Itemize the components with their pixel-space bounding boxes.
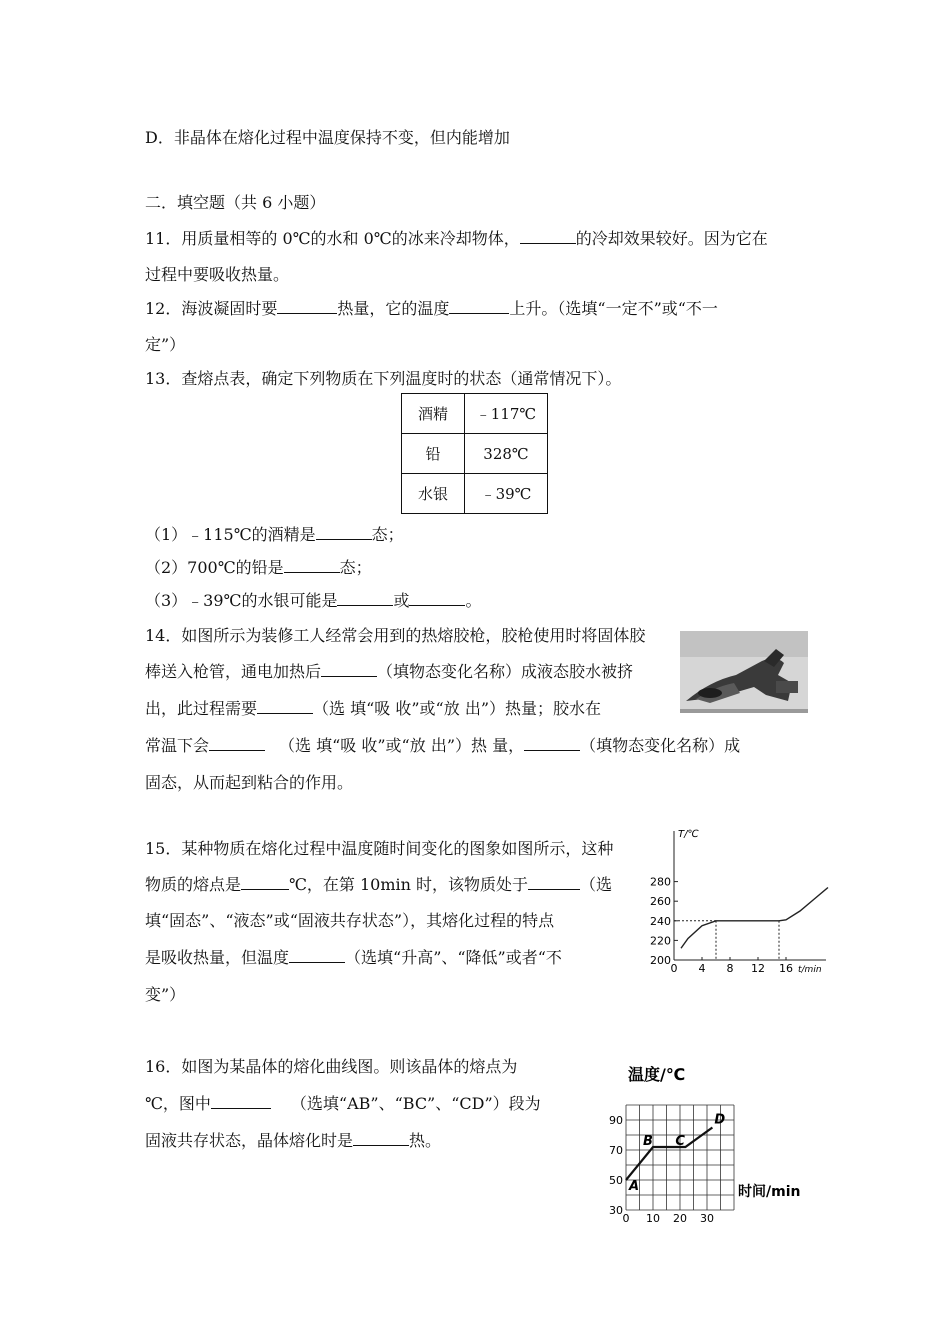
answer-blank[interactable] [289, 948, 345, 963]
q13-part1: （1）﹣115℃的酒精是 态； [145, 525, 404, 544]
answer-blank[interactable] [209, 736, 265, 751]
q15-line3: 填“固态”、“液态”或“固液共存状态”），其熔化过程的特点 [145, 911, 555, 930]
option-d: D．非晶体在熔化过程中温度保持不变，但内能增加 [145, 128, 510, 147]
section-heading: 二．填空题（共 6 小题） [145, 193, 326, 212]
y-tick-label: 30 [609, 1204, 623, 1217]
x-tick-label: 10 [646, 1212, 660, 1225]
y-tick-label: 220 [650, 934, 671, 948]
q11-line2: 过程中要吸收热量。 [145, 265, 290, 284]
melting-point-table [401, 393, 548, 514]
y-axis-label: T/℃ [678, 829, 699, 840]
point-label-b: B [643, 1134, 653, 1149]
q14-line1: 14．如图所示为装修工人经常会用到的热熔胶枪，胶枪使用时将固体胶 [145, 626, 646, 645]
q13-part3: （3）﹣39℃的水银可能是 或 。 [145, 591, 482, 610]
q14-line2: 棒送入枪管，通电加热后 （填物态变化名称）成液态胶水被挤 [145, 662, 634, 681]
table-row [402, 474, 548, 514]
melting-point: ﹣39℃ [465, 474, 548, 514]
answer-blank[interactable] [321, 662, 377, 677]
answer-blank[interactable] [337, 591, 393, 606]
y-axis-label: 温度/℃ [628, 1065, 686, 1084]
table-row [402, 394, 548, 434]
x-tick-label: 30 [700, 1212, 714, 1225]
q12-line2: 定”） [145, 335, 186, 354]
x-tick-label: 20 [673, 1212, 687, 1225]
table-row [402, 434, 548, 474]
point-label-c: C [675, 1134, 685, 1149]
answer-blank[interactable] [524, 736, 580, 751]
q14-line4: 常温下会 （选 填“吸 收”或“放 出”）热 量， （填物态变化名称）成 [145, 736, 741, 755]
y-tick-label: 280 [650, 875, 671, 889]
melting-curve-chart-2 [598, 1058, 816, 1228]
answer-blank[interactable] [449, 299, 509, 314]
q14-line3: 出，此过程需要 （选 填“吸 收”或“放 出”）热量；胶水在 [145, 699, 601, 718]
melting-point: 328℃ [465, 434, 548, 474]
point-label-a: A [629, 1179, 640, 1194]
x-axis-label: t/min [798, 965, 822, 975]
q16-line2: ℃，图中 （选填“AB”、“BC”、“CD”）段为 [145, 1094, 541, 1113]
x-tick-label: 16 [779, 962, 793, 975]
answer-blank[interactable] [277, 299, 337, 314]
answer-blank[interactable] [211, 1094, 271, 1109]
y-tick-label: 50 [609, 1174, 623, 1187]
answer-blank[interactable] [316, 525, 372, 540]
q14-line5: 固态，从而起到粘合的作用。 [145, 773, 354, 792]
x-axis-label: 时间/min [738, 1184, 801, 1200]
q15-line1: 15．某种物质在熔化过程中温度随时间变化的图象如图所示，这种 [145, 839, 614, 858]
y-tick-label: 240 [650, 914, 671, 928]
x-tick-label: 4 [698, 962, 706, 975]
q11-line1: 11．用质量相等的 0℃的水和 0℃的冰来冷却物体， 的冷却效果较好。因为它在 [145, 229, 768, 248]
y-tick-label: 260 [650, 895, 671, 909]
temperature-curve [681, 887, 828, 948]
x-tick-label: 8 [726, 962, 734, 975]
q15-line5: 变”） [145, 985, 186, 1004]
answer-blank[interactable] [520, 229, 576, 244]
answer-blank[interactable] [353, 1131, 409, 1146]
answer-blank[interactable] [241, 875, 289, 890]
answer-blank[interactable] [257, 699, 313, 714]
hot-glue-gun-image [680, 631, 808, 713]
substance-name: 水银 [402, 474, 465, 514]
substance-name: 铅 [402, 434, 465, 474]
q15-line2: 物质的熔点是 ℃，在第 10min 时，该物质处于 （选 [145, 875, 613, 894]
q16-line3: 固液共存状态，晶体熔化时是 热。 [145, 1131, 442, 1150]
q15-line4: 是吸收热量，但温度 （选填“升高”、“降低”或者“不 [145, 948, 562, 967]
point-label-d: D [714, 1112, 726, 1128]
x-tick-label: 12 [751, 962, 765, 975]
melting-point: ﹣117℃ [465, 394, 548, 434]
y-tick-label: 70 [609, 1144, 623, 1157]
q16-line1: 16．如图为某晶体的熔化曲线图。则该晶体的熔点为 [145, 1057, 518, 1076]
q13-stem: 13．查熔点表，确定下列物质在下列温度时的状态（通常情况下）。 [145, 369, 622, 388]
substance-name: 酒精 [402, 394, 465, 434]
melting-curve-chart-1 [640, 823, 830, 978]
answer-blank[interactable] [409, 591, 465, 606]
y-tick-label: 200 [650, 954, 671, 967]
x-tick-label: 0 [622, 1212, 630, 1225]
answer-blank[interactable] [284, 558, 340, 573]
answer-blank[interactable] [528, 875, 580, 890]
x-tick-label: 0 [670, 962, 678, 975]
q12-line1: 12．海波凝固时要 热量，它的温度 上升。（选填“一定不”或“不一 [145, 299, 718, 318]
q13-part2: （2）700℃的铅是 态； [145, 558, 372, 577]
y-tick-label: 90 [609, 1114, 623, 1127]
